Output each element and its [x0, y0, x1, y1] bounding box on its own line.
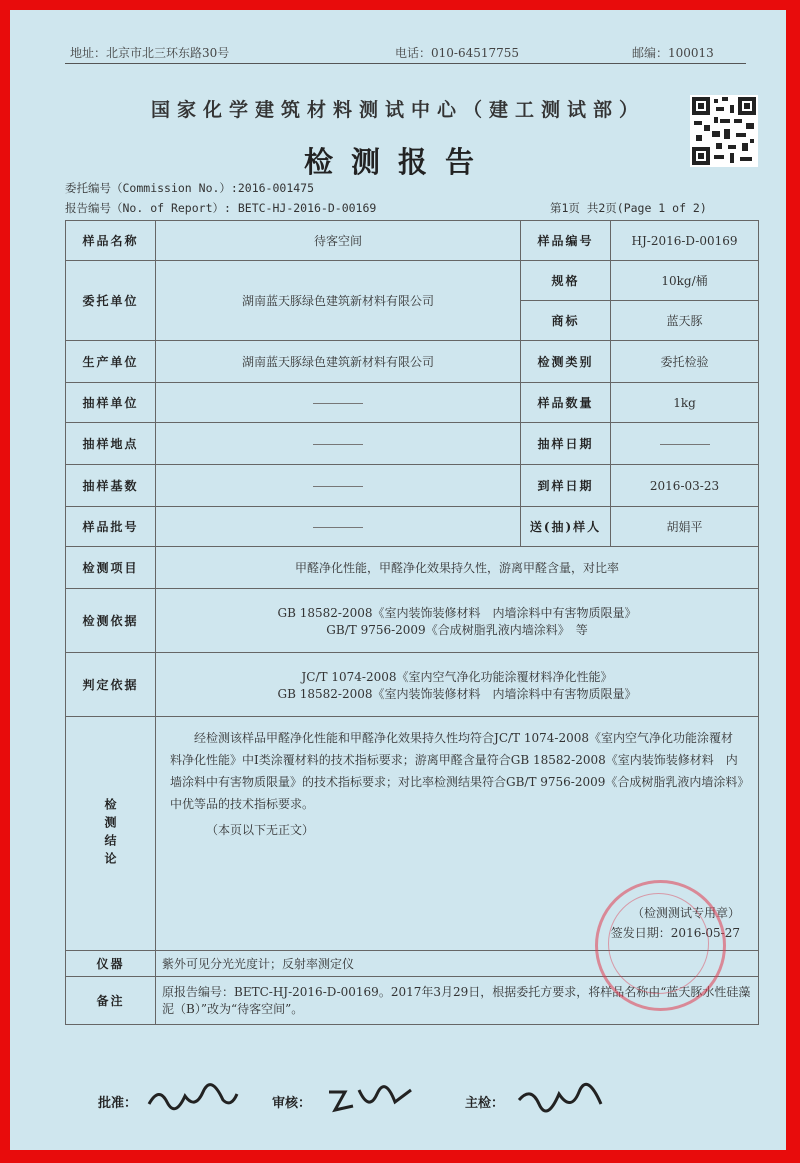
report-title: 检测报告 — [303, 145, 492, 179]
table-row — [66, 221, 759, 261]
judge-line-2: GB 18582-2008《室内装饰装修材料 内墙涂料中有害物质限量》 — [277, 686, 637, 701]
table-row — [66, 507, 759, 547]
conclusion-text: 经检测该样品甲醛净化性能和甲醛净化效果持久性均符合JC/T 1074-2008《室内空气净化功能涂覆材料净化性能》中Ⅰ类涂覆材料的技术指标要求；游离甲醛含量符合GB 18582-2008《室内装饰装修材料 内墙涂料中有害物质限量》的技术指标要求；对比率检测结果符合GB/T 9756-2009《合成树脂乳液内墙涂料》中优等品的技术指标要求。 — [170, 731, 744, 811]
remark-label: 备注 — [66, 977, 156, 1025]
sampling-place-label: 抽样地点 — [66, 423, 156, 465]
client-label: 委托单位 — [66, 261, 156, 341]
table-row — [66, 261, 759, 301]
instrument-value: 紫外可见分光光度计；反射率测定仪 — [156, 951, 759, 977]
sampling-date-value — [611, 423, 759, 465]
sampling-unit-value — [156, 383, 521, 423]
table-row — [66, 423, 759, 465]
center-title: 国家化学建筑材料测试中心（建工测试部） — [150, 99, 645, 121]
basis-value — [156, 589, 759, 653]
issue-date: 签发日期：2016-05-27 — [610, 926, 740, 940]
inspector-signature-icon — [515, 1082, 605, 1116]
stamp-note: （检测测试专用章） — [631, 906, 740, 920]
sampling-date-label: 抽样日期 — [521, 423, 611, 465]
sample-no-label: 样品编号 — [521, 221, 611, 261]
producer-value: 湖南蓝天豚绿色建筑新材料有限公司 — [156, 341, 521, 383]
page-indicator: 第1页 共2页(Page 1 of 2) — [550, 201, 707, 215]
instrument-label: 仪器 — [66, 951, 156, 977]
judge-label: 判定依据 — [66, 653, 156, 717]
phone-text: 电话：010-64517755 — [395, 46, 520, 60]
approver-signature-icon — [145, 1082, 240, 1116]
official-seal-icon — [595, 880, 726, 1011]
inspect-label: 主检： — [465, 1096, 505, 1111]
sampling-place-value — [156, 423, 521, 465]
remark-value: 原报告编号：BETC-HJ-2016-D-00169。2017年3月29日，根据委托方要求，将样品名称由“蓝天豚水性硅藻泥（B）”改为“待客空间”。 — [156, 977, 759, 1025]
commission-number: 委托编号（Commission No.）:2016-001475 — [65, 181, 315, 195]
spec-label: 规格 — [521, 261, 611, 301]
sampling-base-label: 抽样基数 — [66, 465, 156, 507]
basis-label: 检测依据 — [66, 589, 156, 653]
reviewer-signature-icon — [325, 1082, 415, 1116]
brand-label: 商标 — [521, 301, 611, 341]
brand-value: 蓝天豚 — [611, 301, 759, 341]
producer-label: 生产单位 — [66, 341, 156, 383]
report-number: 报告编号（No. of Report）: BETC-HJ-2016-D-00169 — [65, 201, 377, 215]
arrival-date-value: 2016-03-23 — [611, 465, 759, 507]
sender-label: 送(抽)样人 — [521, 507, 611, 547]
postcode-text: 邮编：100013 — [632, 46, 714, 60]
test-type-label: 检测类别 — [521, 341, 611, 383]
sampling-base-value — [156, 465, 521, 507]
header-divider — [65, 63, 746, 64]
no-text-note: （本页以下无正文） — [206, 823, 315, 837]
approve-label: 批准： — [98, 1096, 138, 1111]
table-row — [66, 589, 759, 653]
sample-name-label: 样品名称 — [66, 221, 156, 261]
conclusion-label: 检测结论 — [66, 717, 156, 951]
sample-qty-label: 样品数量 — [521, 383, 611, 423]
client-value: 湖南蓝天豚绿色建筑新材料有限公司 — [156, 261, 521, 341]
spec-value: 10kg/桶 — [611, 261, 759, 301]
sample-no-value: HJ-2016-D-00169 — [611, 221, 759, 261]
table-row — [66, 341, 759, 383]
batch-value — [156, 507, 521, 547]
judge-line-1: JC/T 1074-2008《室内空气净化功能涂覆材料净化性能》 — [301, 669, 613, 684]
address-text: 地址：北京市北三环东路30号 — [70, 46, 230, 60]
review-label: 审核： — [272, 1096, 312, 1111]
items-value: 甲醛净化性能，甲醛净化效果持久性，游离甲醛含量，对比率 — [156, 547, 759, 589]
batch-label: 样品批号 — [66, 507, 156, 547]
sender-value: 胡娟平 — [611, 507, 759, 547]
table-row — [66, 653, 759, 717]
judge-value — [156, 653, 759, 717]
sample-name-value: 待客空间 — [156, 221, 521, 261]
arrival-date-label: 到样日期 — [521, 465, 611, 507]
basis-line-1: GB 18582-2008《室内装饰装修材料 内墙涂料中有害物质限量》 — [277, 605, 637, 620]
table-row — [66, 383, 759, 423]
items-label: 检测项目 — [66, 547, 156, 589]
sample-qty-value: 1kg — [611, 383, 759, 423]
basis-line-2: GB/T 9756-2009《合成树脂乳液内墙涂料》 等 — [326, 622, 588, 637]
test-type-value: 委托检验 — [611, 341, 759, 383]
qr-code-icon — [690, 95, 758, 167]
table-row — [66, 547, 759, 589]
sampling-unit-label: 抽样单位 — [66, 383, 156, 423]
table-row — [66, 465, 759, 507]
report-page — [10, 10, 786, 1150]
